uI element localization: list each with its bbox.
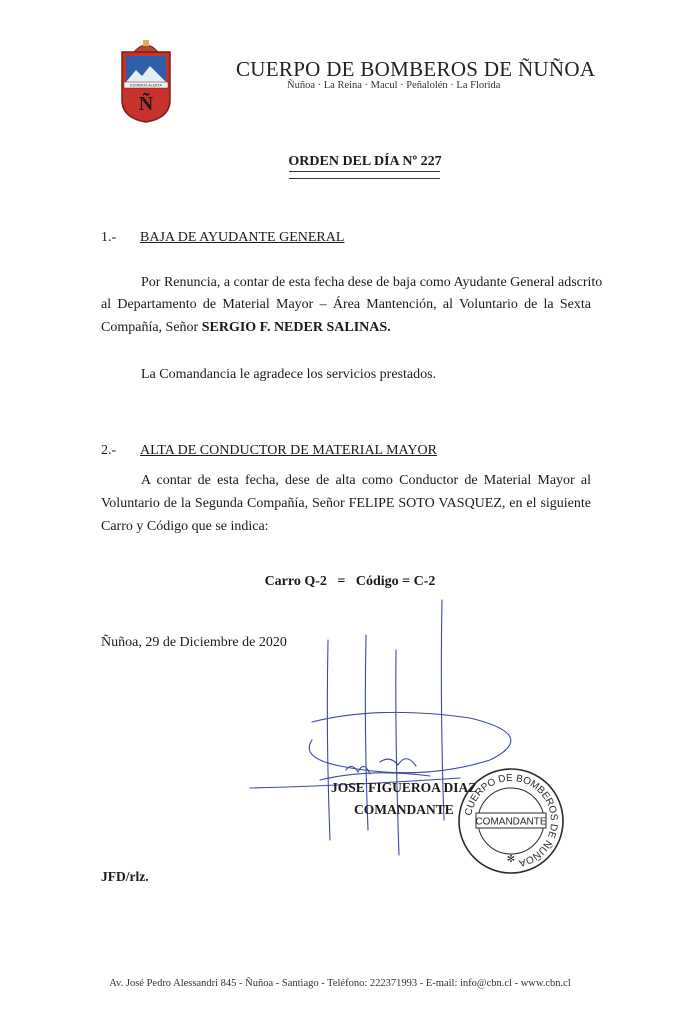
section-1-number: 1.-	[101, 230, 117, 245]
stamp-center-text: COMANDANTE	[475, 816, 547, 828]
section-1-line-3-prefix: Compañía, Señor	[101, 320, 202, 335]
section-1-line-1: Por Renuncia, a contar de esta fecha dese de baja como Ayudante General adscrito	[141, 275, 603, 290]
section-2-line-2: Voluntario de la Segunda Compañía, Señor FELIPE SOTO VASQUEZ, en el siguiente	[101, 496, 591, 511]
section-1-volunteer-name: SERGIO F. NEDER SALINAS.	[201, 320, 391, 335]
logo-letter: Ñ	[138, 93, 154, 115]
section-1-thanks: La Comandancia le agradece los servicios prestados.	[141, 367, 437, 382]
section-1-heading: BAJA DE AYUDANTE GENERAL	[140, 230, 345, 245]
author-initials	[101, 869, 149, 885]
stamp-ring-text: CUERPO DE BOMBEROS DE ÑUÑOA	[463, 772, 560, 869]
order-title-double-rule	[289, 171, 440, 179]
order-title: ORDEN DEL DÍA Nº 227	[288, 154, 442, 169]
organization-communes: Ñuñoa · La Reina · Macul · Peñalolén · La Florida	[287, 80, 501, 91]
place-and-date: Ñuñoa, 29 de Diciembre de 2020	[101, 635, 287, 650]
section-2-line-3: Carro y Código que se indica:	[101, 519, 269, 534]
section-2-heading: ALTA DE CONDUCTOR DE MATERIAL MAYOR	[140, 443, 437, 458]
fire-department-logo	[118, 38, 174, 124]
footer-address: Av. José Pedro Alessandri 845 - Ñuñoa - Santiago - Teléfono: 222371993 - E-mail: info@cbn.cl - www.cbn.cl	[109, 978, 571, 989]
organization-name: CUERPO DE BOMBEROS DE ÑUÑOA	[236, 57, 596, 81]
section-1-line-3	[101, 320, 391, 336]
signatory-role: COMANDANTE	[354, 802, 454, 817]
section-2-number: 2.-	[101, 443, 117, 458]
section-2-line-1: A contar de esta fecha, dese de alta como Conductor de Material Mayor al	[141, 473, 591, 488]
signatory-name: JOSE FIGUEROA DIAZ	[331, 780, 478, 795]
vehicle-code-assignment: Carro Q-2 = Código = C-2	[264, 574, 436, 589]
initials-text: JFD/rlz.	[101, 869, 149, 884]
section-1-line-2: al Departamento de Material Mayor – Área Mantención, al Voluntario de la Sexta	[101, 297, 591, 312]
commander-stamp	[456, 766, 566, 876]
logo-motto: ESTAMOS ALERTA	[130, 83, 162, 88]
stamp-star-icon: ✻	[506, 854, 516, 865]
